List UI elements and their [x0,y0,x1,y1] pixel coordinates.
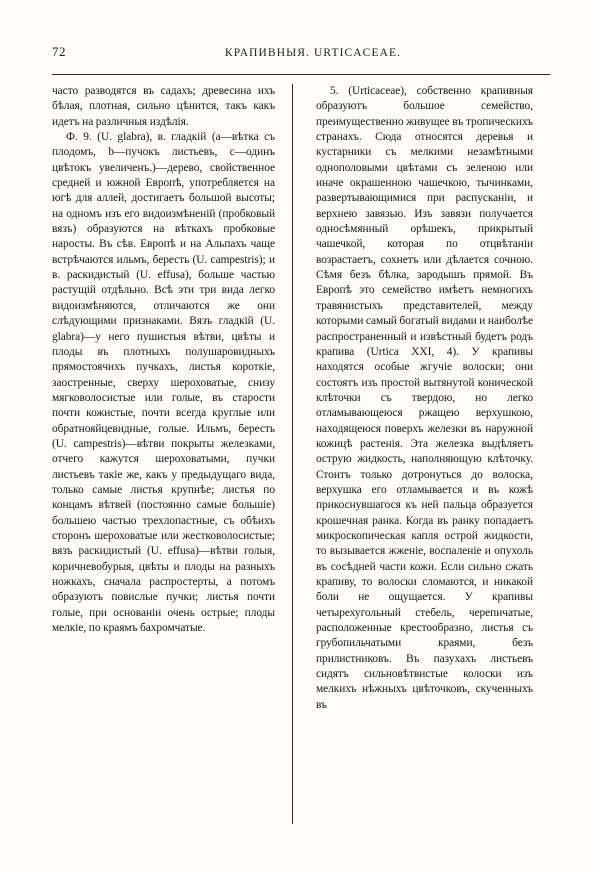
paragraph: 5. (Urticaceae), собственно крапивныя образуютъ большое семейство, преимущественно живущее въ тропическихъ странахъ. Сюда относятся деревья и кустарники съ мелкими незамѣтными однополовыми цвѣтами съ зеленою или иначе окрашенною чашечкою, тычинками, развертывающимися при распусканіи, и верхнею завязью. Изъ завязи получается односѣмянный орѣшекъ, прикрытый чашечкой, которая по отцвѣтаніи возрастаетъ, сохнетъ или дѣлается сочною. Сѣмя безъ бѣлка, зародышъ прямой. Въ Европѣ это семейство имѣетъ немногихъ травянистыхъ представителей, между которыми самый богатый видами и наиболѣе распространенный и извѣстный будетъ родъ крапива (Urtica XXI, 4). У крапивы находятся особые жгучіе волоски; они состоятъ изъ простой вытянутой конической клѣточки съ твердою, но легко отламывающеюся ржащею верхушкою, находящеюся поверхъ железки въ наружной кожицѣ растенія. Эта железка выдѣляетъ острую жидкость, наполняющую клѣточку. Стоитъ только дотронуться до волоска, верхушка его отламывается и въ кожѣ прикоснувшагося къ ней пальца образуется крошечная ранка. Когда въ ранку попадаетъ микроскопическая капля острой жидкости, то вызывается жженіе, воспаленіе и опухоль въ сосѣдней части кожи. Если сильно сжать крапиву, то волоски сломаются, и никакой боли не ощущается. У крапивы четырехугольный стебель, черепичатые, расположенные крестообразно, листья съ грубопильчатыми краями, безъ прилистниковъ. Въ пазухахъ листьевъ сидятъ сильновѣтвистые колоски изъ мелкихъ нѣжныхъ цвѣточковъ, скученныхъ въ [316,85,534,711]
column-divider [292,84,293,824]
page-header [52,44,548,62]
paragraph: часто разводятся въ садахъ; древесина ихъ бѣлая, плотная, сильно цѣнится, такъ какъ идетъ на различныя издѣлія. [52,85,275,128]
paragraph: Ф. 9. (U. glabra), в. гладкій (a—вѣтка съ плодомъ, b—пучокъ листьевъ, c—одинъ цвѣтокъ увеличенъ.)—дерево, свойственное средней и южной Европѣ, употребляется на югѣ для аллей, достигаетъ большой высоты; на одномъ изъ его видоизмѣненій (пробковый вязъ) образуются на вѣткахъ пробковые наросты. Въ сѣв. Европѣ и на Альпахъ чаще встрѣчаются ильмъ, бересть (U. campestris); и в. раскидистый (U. effusa), больше частью растущій отдѣльно. Всѣ эти три вида легко видоизмѣняются, отличаются же они слѣдующими признаками. Вязъ гладкій (U. glabra)—у него пушистыя вѣтви, цвѣты и плоды въ плотныхъ полушаровидныхъ прямостоячихъ пучкахъ, листья короткіе, заостренные, сверху шероховатые, снизу мягковолосистые или голые, въ старости почти кожистые, почти всегда круглые или обратнояйцевидные, голые. Ильмъ, бересть (U. campestris)—вѣтви покрыты железками, отчего кажутся шероховатыми, пучки листьевъ такіе же, какъ у предыдущаго вида, только самые листья крупнѣе; листья по концамъ вѣтвей (постоянно самые большіе) большею частью трехлопастные, съ обѣихъ сторонъ шероховатые или жестковолосистые; вязъ раскидистый (U. effusa)—вѣтви голыя, коричневобурыя, цвѣты и плоды на разныхъ ножкахъ, сначала распростерты, а потомъ образуютъ повислые пучки; листья почти голые, при основаніи очень острые; плоды мелкіе, по краямъ бахромчатые. [52,131,275,635]
page-number: 72 [52,44,66,59]
header-rule [52,74,550,75]
text-columns [52,84,550,824]
column-right [300,84,533,824]
column-left [52,84,285,824]
running-head: КРАПИВНЫЯ. URTICACEAE. [224,47,402,59]
